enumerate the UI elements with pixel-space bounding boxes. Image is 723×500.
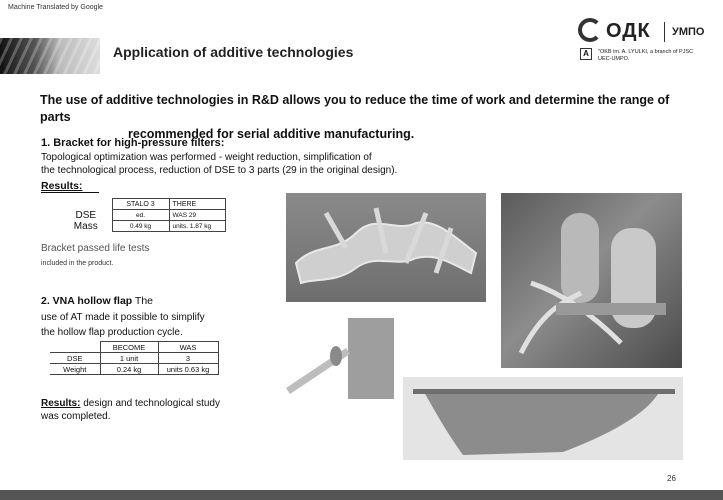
table-cell: ed. <box>112 210 169 221</box>
table-header-row <box>50 342 218 353</box>
slide-title: Application of additive technologies <box>113 44 354 60</box>
section2-description <box>41 310 281 340</box>
page-number: 26 <box>667 474 676 483</box>
logo-emblem-icon: A <box>580 48 592 60</box>
table-row-label: Weight <box>50 364 100 375</box>
lead-line-2: recommended for serial additive manufacturing. <box>128 127 415 141</box>
machine-translation-label: Machine Translated by Google <box>8 4 103 11</box>
logo-brand-text: ОДК <box>606 20 651 42</box>
section2-title-bold: 2. VNA hollow flap <box>41 295 133 307</box>
section1-desc-line-1: Topological optimization was performed - weight reduction, simplification of <box>41 152 372 163</box>
table-cell: units 0.63 kg <box>158 364 218 375</box>
logo-sub-text: УМПО <box>672 26 705 38</box>
logo-separator <box>664 22 665 42</box>
table-corner <box>50 342 100 353</box>
table-corner <box>60 199 112 210</box>
table-row-label: DSE <box>50 353 100 364</box>
table-row <box>60 221 225 232</box>
footer-bar <box>0 490 723 500</box>
bracket-photo <box>286 193 486 302</box>
flap-detail-photo <box>286 318 394 399</box>
section2-results-text-2: was completed. <box>41 411 111 422</box>
table-row <box>50 364 218 375</box>
table-row-label: Mass <box>60 221 112 232</box>
company-logo <box>578 18 718 68</box>
bracket-results-table <box>60 198 226 232</box>
lead-line-1: The use of additive technologies in R&D allows you to reduce the time of work and determine the range of parts <box>40 93 670 124</box>
table-cell: 3 <box>158 353 218 364</box>
table-cell: 0.24 kg <box>100 364 158 375</box>
section2-results-label: Results: <box>41 398 81 409</box>
table-header-cell: BECOME <box>100 342 158 353</box>
section1-description <box>41 151 441 177</box>
section2-results <box>41 397 241 423</box>
hollow-flap-photo <box>403 377 683 460</box>
logo-note: "OKB im. A. LYULKI, a branch of PJSC UEC-UMPO. <box>598 49 694 62</box>
table-cell: 0.49 kg <box>112 221 169 232</box>
table-cell: units. 1.87 kg <box>169 221 225 232</box>
table-header-cell: WAS <box>158 342 218 353</box>
table-cell: WAS 29 <box>169 210 225 221</box>
table-header-row <box>60 199 225 210</box>
logo-circle-icon <box>578 18 602 42</box>
flap-results-table <box>50 341 219 375</box>
section2-title <box>41 295 153 307</box>
section1-desc-line-2: the technological process, reduction of DSE to 3 parts (29 in the original design). <box>41 165 398 176</box>
section2-desc-line-2: the hollow flap production cycle. <box>41 327 183 338</box>
section1-results-label: Results: <box>41 180 83 192</box>
section1-title: 1. Bracket for high-pressure filters: <box>41 137 225 149</box>
table-row <box>60 210 225 221</box>
table-header-cell: THERE <box>169 199 225 210</box>
lead-statement <box>40 92 700 143</box>
section2-desc-line-1: use of AT made it possible to simplify <box>41 312 205 323</box>
header-decorative-band <box>0 38 100 74</box>
table-row <box>50 353 218 364</box>
table-cell: 1 unit <box>100 353 158 364</box>
included-text: included in the product. <box>41 260 114 267</box>
filters-assembly-photo <box>501 193 682 368</box>
life-tests-text: Bracket passed life tests <box>41 243 150 254</box>
section2-title-rest: The <box>132 295 154 307</box>
table-row-label: DSE <box>60 210 112 221</box>
section2-results-text: design and technological study <box>80 398 220 409</box>
results-underline <box>41 192 99 193</box>
table-header-cell: STALO 3 <box>112 199 169 210</box>
